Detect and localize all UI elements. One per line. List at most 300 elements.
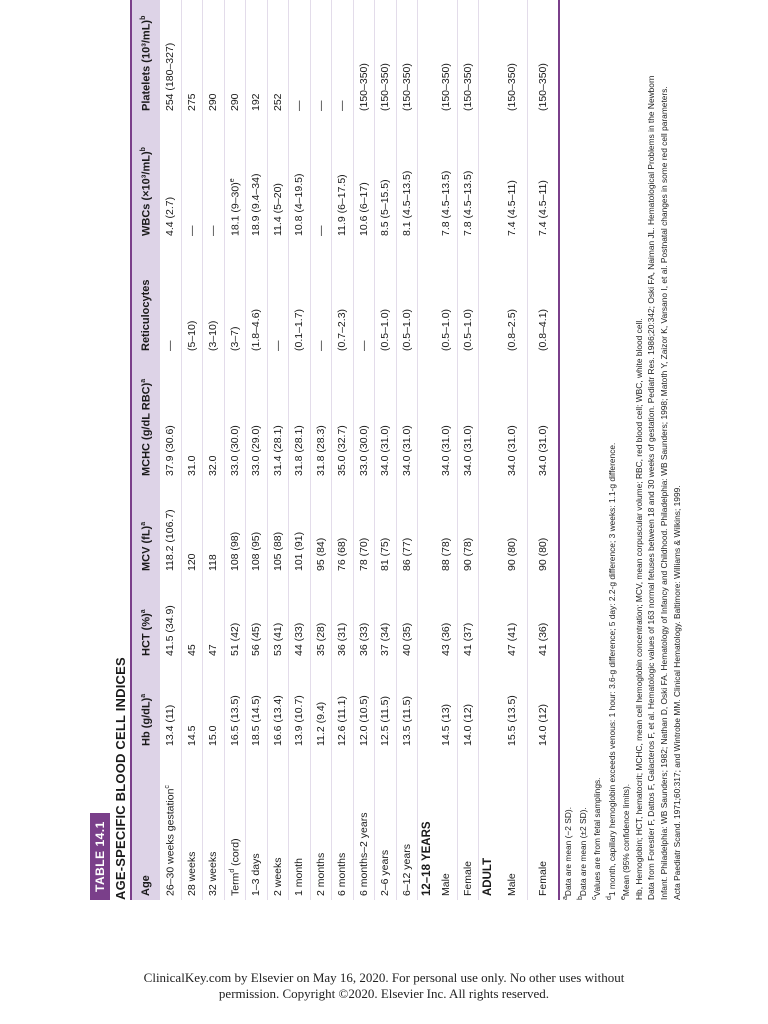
value-cell [528, 115, 560, 240]
cell-value: 252 [271, 93, 284, 111]
column-header [131, 660, 160, 750]
value-cell [246, 480, 268, 575]
cell-value: (150–350) [379, 63, 392, 111]
value-cell [224, 0, 246, 115]
cell-value: 16.5 (13.5) [228, 695, 241, 746]
value-cell [332, 660, 354, 750]
cell-value: 108 (98) [228, 531, 241, 571]
value-cell [528, 0, 560, 115]
value-cell [224, 480, 246, 575]
cell-value: 88 (78) [440, 537, 453, 571]
value-cell [436, 115, 457, 240]
table-row [203, 0, 225, 900]
value-cell [181, 575, 203, 660]
table-row [289, 0, 311, 900]
cell-value: 13.9 (10.7) [293, 695, 306, 746]
value-cell [289, 240, 311, 355]
value-cell [203, 115, 225, 240]
age-label-suffix: (cord) [229, 838, 241, 869]
cell-value: 90 (80) [506, 537, 518, 571]
cell-value: (0.8–2.5) [506, 308, 518, 351]
value-cell [224, 660, 246, 750]
cell-value: 43 (36) [440, 622, 453, 656]
value-cell [457, 240, 479, 355]
value-cell [332, 115, 354, 240]
cell-value: 290 [228, 93, 241, 111]
value-cell [396, 575, 418, 660]
column-header-label: Age [140, 875, 152, 896]
table-body [160, 0, 559, 900]
age-cell [396, 750, 418, 900]
column-header [131, 240, 160, 355]
value-cell [375, 115, 397, 240]
cell-value: 18.9 (9.4–34) [250, 173, 263, 236]
copyright-line-1: ClinicalKey.com by Elsevier on May 16, 2020. For personal use only. No other uses without [143, 970, 625, 985]
value-cell [289, 115, 311, 240]
cell-value: 290 [207, 93, 220, 111]
cell-value: (0.8–4.1) [537, 308, 549, 351]
cell-value: (0.5–1.0) [379, 308, 392, 351]
cell-value: (3–10) [207, 320, 220, 351]
value-cell [375, 575, 397, 660]
age-cell [160, 750, 181, 900]
value-cell [353, 480, 375, 575]
age-label: Male [506, 873, 518, 896]
cell-value: 192 [250, 93, 263, 111]
cell-value: 45 [185, 644, 198, 656]
value-cell [497, 0, 528, 115]
cell-value: 36 (31) [336, 622, 349, 656]
cell-value: 33.0 (30.0) [357, 425, 370, 476]
table-row [267, 0, 289, 900]
cell-value: 120 [185, 553, 198, 571]
value-cell [332, 355, 354, 480]
column-header-footnote-mark: a [139, 521, 147, 526]
cell-value: 51 (42) [228, 622, 241, 656]
cell-value: 86 (77) [400, 537, 413, 571]
value-cell [528, 240, 560, 355]
table-row [436, 0, 457, 900]
cell-value: 95 (84) [314, 537, 327, 571]
column-header [131, 355, 160, 480]
cell-value: (150–350) [461, 63, 474, 111]
table-row [375, 0, 397, 900]
column-header-label: HCT (%) [140, 613, 153, 656]
value-cell [224, 575, 246, 660]
value-cell [375, 480, 397, 575]
column-header [131, 115, 160, 240]
value-cell [457, 575, 479, 660]
age-cell [310, 750, 332, 900]
age-label: Male [440, 873, 453, 896]
value-cell [497, 660, 528, 750]
cell-value: (0.1–1.7) [293, 308, 306, 351]
value-cell [396, 355, 418, 480]
age-label: 2–6 years [379, 849, 392, 896]
value-cell [160, 115, 181, 240]
section-header-row [418, 0, 437, 900]
age-label: 6 months [336, 852, 349, 896]
value-cell [267, 0, 289, 115]
value-cell [375, 240, 397, 355]
section-header-row [479, 0, 498, 900]
value-cell [497, 355, 528, 480]
age-cell [528, 750, 560, 900]
age-cell [497, 750, 528, 900]
cell-value: 37.9 (30.6) [164, 425, 177, 476]
cell-value: 90 (78) [461, 537, 474, 571]
age-label: 6–12 years [400, 844, 413, 896]
footnote-d: $^d$1 month, capillary hemoglobin exceeds venous: 1 hour: 3.6-g difference; 5 day: 2.2-g difference; 3 weeks: 1.1-g difference. [605, 442, 617, 900]
cell-value: 40 (35) [400, 622, 413, 656]
value-cell [497, 480, 528, 575]
age-cell [375, 750, 397, 900]
value-cell [375, 355, 397, 480]
value-cell [497, 115, 528, 240]
value-cell [310, 660, 332, 750]
value-cell [396, 0, 418, 115]
value-cell [224, 240, 246, 355]
value-cell [353, 115, 375, 240]
cell-value: 105 (88) [271, 531, 284, 571]
value-cell [181, 0, 203, 115]
footnote-a: $^a$Data are mean (−2 SD). [562, 806, 573, 900]
cell-value: 12.0 (10.5) [357, 695, 370, 746]
age-label: Female [537, 860, 549, 896]
table-header-row [131, 0, 160, 900]
value-cell [160, 480, 181, 575]
cell-value: (150–350) [537, 63, 549, 111]
table-row [160, 0, 181, 900]
cell-value: 34.0 (31.0) [379, 425, 392, 476]
value-cell [181, 240, 203, 355]
table-title: AGE-SPECIFIC BLOOD CELL INDICES [113, 657, 128, 900]
age-cell [181, 750, 203, 900]
cell-value: 31.8 (28.1) [293, 425, 306, 476]
source-line-3: Acta Paediatr Scand. 1971;60:317; and Wintrobe MM. Clinical Hematology. Baltimore: Williams & Wilkins; 1999. [671, 485, 682, 900]
age-label: 26–30 weeks gestation [164, 788, 177, 896]
age-cell [436, 750, 457, 900]
value-cell [332, 240, 354, 355]
age-label: 1–3 days [250, 853, 263, 896]
table-row [224, 0, 246, 900]
column-header-footnote-mark: a [139, 378, 147, 383]
age-label: 2 months [314, 852, 327, 896]
value-cell [396, 660, 418, 750]
cell-value: 33.0 (30.0) [228, 425, 241, 476]
cell-value: 47 (41) [506, 622, 518, 656]
value-cell [289, 575, 311, 660]
cell-value: (0.5–1.0) [400, 308, 413, 351]
value-cell [528, 660, 560, 750]
cell-value: (150–350) [506, 63, 518, 111]
cell-value: 11.4 (5–20) [271, 183, 284, 236]
column-header-label: MCHC (g/dL RBC) [140, 382, 153, 476]
cell-value: 31.8 (28.3) [314, 425, 327, 476]
value-cell [267, 480, 289, 575]
cell-value: 16.6 (13.4) [271, 695, 284, 746]
value-cell [310, 0, 332, 115]
cell-value: — [336, 100, 349, 111]
cell-value: (1.8–4.6) [250, 308, 263, 351]
cell-value: — [314, 340, 327, 351]
cell-value: — [185, 225, 198, 236]
cell-value: — [314, 100, 327, 111]
cell-value: 118.2 (106.7) [164, 509, 177, 571]
column-header-footnote-mark: b [139, 15, 147, 20]
table-row [528, 0, 560, 900]
cell-value: (150–350) [440, 63, 453, 111]
column-header-footnote-mark: a [139, 693, 147, 698]
value-cell [246, 0, 268, 115]
age-label: 32 weeks [207, 851, 220, 896]
value-cell [246, 240, 268, 355]
value-cell [246, 575, 268, 660]
cell-value: 41 (37) [461, 622, 474, 656]
cell-value: 7.4 (4.5–11) [537, 180, 549, 236]
age-cell [353, 750, 375, 900]
column-header-footnote-mark: b [139, 147, 147, 152]
cell-value: 10.6 (6–17) [357, 182, 370, 236]
cell-value: 31.0 [185, 455, 198, 476]
table-row [457, 0, 479, 900]
age-cell [457, 750, 479, 900]
cell-value: 34.0 (31.0) [461, 425, 474, 476]
value-cell [203, 480, 225, 575]
age-cell [289, 750, 311, 900]
cell-value: 33.0 (29.0) [250, 425, 263, 476]
value-cell [457, 480, 479, 575]
column-header-label: Reticulocytes [140, 279, 152, 351]
cell-value: 7.8 (4.5–13.5) [461, 170, 474, 236]
cell-value: 7.4 (4.5–11) [506, 180, 518, 236]
value-cell [497, 575, 528, 660]
cell-value: 34.0 (31.0) [440, 425, 453, 476]
cell-value: 18.5 (14.5) [250, 695, 263, 746]
cell-value: 41.5 (34.9) [164, 605, 177, 656]
value-cell [353, 575, 375, 660]
age-label: 6 months–2 years [357, 812, 370, 896]
value-cell [267, 660, 289, 750]
cell-value: 36 (33) [357, 622, 370, 656]
column-header-footnote-mark: a [139, 609, 147, 614]
section-title: ADULT [482, 857, 494, 896]
age-cell [224, 750, 246, 900]
cell-value: 13.5 (11.5) [400, 695, 413, 746]
cell-value: (3–7) [228, 326, 241, 351]
value-cell [203, 355, 225, 480]
cell-value: 8.1 (4.5–13.5) [400, 170, 413, 236]
age-label: 28 weeks [185, 851, 198, 896]
value-cell [289, 355, 311, 480]
value-cell [160, 240, 181, 355]
value-cell [353, 0, 375, 115]
value-cell [224, 115, 246, 240]
value-cell [457, 355, 479, 480]
table-row [181, 0, 203, 900]
section-title: 12–18 YEARS [421, 821, 433, 896]
value-cell [203, 660, 225, 750]
cell-value: 108 (95) [250, 531, 263, 571]
cell-value: 275 [185, 93, 198, 111]
cell-value: (0.7–2.3) [336, 308, 349, 351]
source-line-2: Infant. Philadelphia: WB Saunders; 1982; Nathan D, Oski FA. Hematology of Infancy and Childhood. Philadelphia: WB Saunders; 1998; Matoth Y, Zaizor K, Varsano I, et al. Postnatal changes in some red cell parameters. [658, 86, 669, 900]
value-cell [246, 355, 268, 480]
cell-value: 53 (41) [271, 622, 284, 656]
age-footnote-mark: d [228, 868, 236, 873]
column-header-label: WBCs (×10³/mL) [140, 151, 153, 236]
value-cell [203, 575, 225, 660]
table-row [332, 0, 354, 900]
value-cell [160, 0, 181, 115]
value-cell [332, 0, 354, 115]
cell-value: 14.5 [185, 725, 198, 746]
cell-value: 78 (70) [357, 537, 370, 571]
cell-value: (0.5–1.0) [461, 308, 474, 351]
cell-value: 14.5 (13) [440, 703, 453, 746]
value-cell [181, 660, 203, 750]
column-header [131, 575, 160, 660]
age-cell [267, 750, 289, 900]
value-cell [436, 575, 457, 660]
column-header [131, 750, 160, 900]
cell-value: 34.0 (31.0) [506, 425, 518, 476]
cell-value: — [293, 100, 306, 111]
age-label: Term [229, 872, 241, 896]
value-cell [181, 355, 203, 480]
value-cell [497, 240, 528, 355]
value-cell [457, 660, 479, 750]
value-cell [436, 660, 457, 750]
cell-value: — [207, 225, 220, 236]
value-cell [289, 660, 311, 750]
cell-value: 47 [207, 644, 220, 656]
cell-value: — [164, 340, 177, 351]
cell-value: 7.8 (4.5–13.5) [440, 170, 453, 236]
cell-footnote-mark: e [228, 178, 236, 183]
value-cell [436, 0, 457, 115]
footnote-c: $^c$Values are from fetal samplings. [591, 777, 602, 900]
value-cell [267, 575, 289, 660]
value-cell [457, 115, 479, 240]
cell-value: 118 [207, 554, 220, 571]
table-label: TABLE 14.1 [90, 813, 110, 900]
cell-value: — [357, 340, 370, 351]
cell-value: 37 (34) [379, 622, 392, 656]
value-cell [436, 480, 457, 575]
abbreviations-note: Hb, Hemoglobin; HCT, hematocrit; MCHC, mean cell hemoglobin concentration; MCV, mean corpuscular volume; RBC, red blood cell; WBC, white blood cell. [633, 318, 644, 900]
value-cell [353, 660, 375, 750]
copyright-notice [0, 970, 768, 1002]
blood-indices-table [130, 0, 560, 900]
cell-value: 101 (91) [293, 531, 306, 571]
value-cell [267, 115, 289, 240]
cell-value: 31.4 (28.1) [271, 425, 284, 476]
value-cell [310, 575, 332, 660]
cell-value: 14.0 (12) [537, 703, 549, 746]
column-header [131, 0, 160, 115]
cell-value: 81 (75) [379, 537, 392, 571]
value-cell [310, 115, 332, 240]
age-footnote-mark: c [164, 785, 171, 789]
value-cell [246, 115, 268, 240]
value-cell [436, 355, 457, 480]
cell-value: 35.0 (32.7) [336, 425, 349, 476]
cell-value: 18.1 (9–30) [229, 182, 241, 236]
cell-value: 12.5 (11.5) [379, 695, 392, 746]
cell-value: — [271, 340, 284, 351]
value-cell [267, 240, 289, 355]
value-cell [528, 355, 560, 480]
value-cell [181, 115, 203, 240]
value-cell [375, 0, 397, 115]
cell-value: 11.9 (6–17.5) [336, 174, 349, 236]
cell-value: (5–10) [185, 320, 198, 351]
cell-value: 15.0 [207, 725, 220, 746]
cell-value: 14.0 (12) [461, 703, 474, 746]
cell-value: (150–350) [400, 63, 413, 111]
value-cell [353, 355, 375, 480]
table-row [497, 0, 528, 900]
age-cell [203, 750, 225, 900]
age-label: 2 weeks [271, 857, 284, 896]
cell-value: 13.4 (11) [164, 704, 177, 746]
value-cell [310, 240, 332, 355]
value-cell [310, 355, 332, 480]
value-cell [353, 240, 375, 355]
value-cell [267, 355, 289, 480]
table-row [246, 0, 268, 900]
age-cell [332, 750, 354, 900]
cell-value: (0.5–1.0) [440, 308, 453, 351]
value-cell [396, 115, 418, 240]
cell-value: — [314, 225, 327, 236]
value-cell [160, 660, 181, 750]
column-header [131, 480, 160, 575]
value-cell [203, 240, 225, 355]
value-cell [160, 355, 181, 480]
value-cell [310, 480, 332, 575]
cell-value: 8.5 (5–15.5) [379, 179, 392, 236]
value-cell [436, 240, 457, 355]
age-cell [246, 750, 268, 900]
cell-value: 34.0 (31.0) [400, 425, 413, 476]
value-cell [224, 355, 246, 480]
column-header-label: Hb (g/dL) [140, 697, 153, 746]
cell-value: 4.4 (2.7) [164, 196, 177, 236]
value-cell [332, 575, 354, 660]
value-cell [528, 575, 560, 660]
cell-value: 12.6 (11.1) [336, 695, 349, 746]
source-line-1: Data from Forestier F, Dattos F, Galacteros F, et al. Hematologic values of 163 normal fetuses between 18 and 30 weeks of gestation. Pediatr Res. 1986;20:342; Oski FA, Naiman JL. Hematological Problems in the Newborn [646, 75, 657, 900]
cell-value: 32.0 [207, 455, 220, 476]
value-cell [375, 660, 397, 750]
value-cell [246, 660, 268, 750]
footnote-e: $^e$Mean (95% confidence limits). [620, 783, 631, 900]
value-cell [457, 0, 479, 115]
cell-value: 11.2 (9.4) [314, 701, 327, 746]
value-cell [396, 480, 418, 575]
cell-value: 254 (180–327) [164, 42, 177, 111]
table-row [310, 0, 332, 900]
copyright-line-2: permission. Copyright ©2020. Elsevier Inc. All rights reserved. [218, 986, 550, 1001]
table-row [353, 0, 375, 900]
value-cell [289, 480, 311, 575]
value-cell [203, 0, 225, 115]
cell-value: 44 (33) [293, 622, 306, 656]
value-cell [181, 480, 203, 575]
cell-value: 41 (36) [537, 622, 549, 656]
